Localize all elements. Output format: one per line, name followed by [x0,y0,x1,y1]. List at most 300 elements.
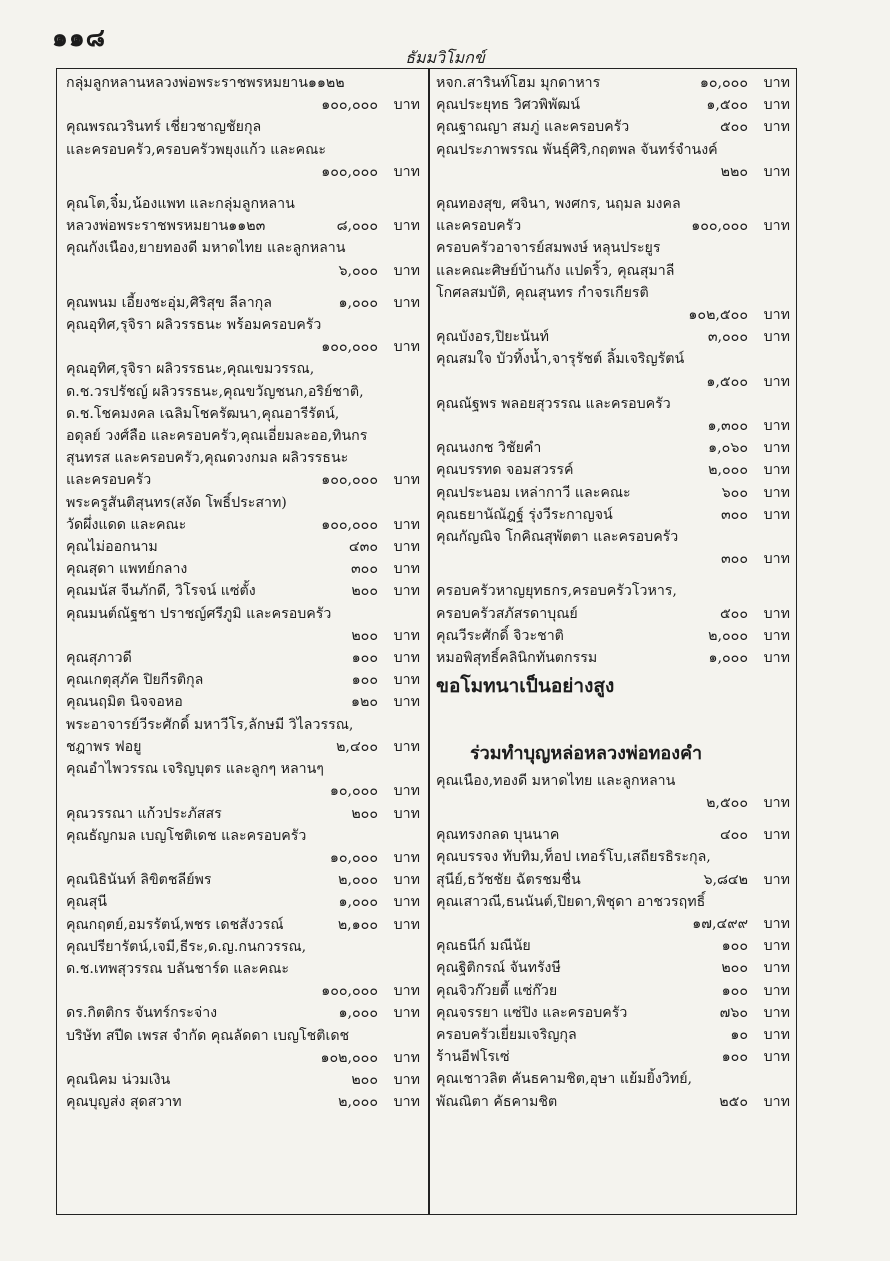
donor-name-line: คุณจิวก๊วยตี้ แซ่ก๊วย [436,982,558,999]
donor-name-line: คุณบรรทด จอมสวรรค์ [436,462,574,479]
amount-line [436,415,790,437]
currency-label: บาท [763,794,790,811]
donation-amount: ๔๓๐ [348,539,378,556]
amount-line [66,891,420,913]
donor-entry [66,803,420,825]
donation-amount: ๔๐๐ [719,827,748,844]
donor-entry [436,116,790,138]
donor-name-line: คุณมนัส จีนภักดี, วิโรจน์ แซ่ตั้ง [66,583,256,600]
currency-label: บาท [393,539,420,556]
amount-line [436,824,790,846]
donation-amount: ๓๐๐ [350,561,378,578]
donor-name-line: คุณอุทิศ,รุจิรา ผลิวรรธนะ พร้อมครอบครัว [66,317,322,334]
donor-entry [436,846,790,890]
donor-name-line: โกศลสมบัติ, คุณสุนทร กำจรเกียรติ [436,284,649,301]
donor-entry [66,358,420,491]
donor-name-line: คุณปรียารัตน์,เจมี,ธีระ,ด.ญ.กนกวรรณ, [66,938,307,955]
donor-name-line: คุณไม่ออกนาม [66,539,158,556]
amount-line [436,1002,790,1024]
gold-buddha-donors [436,770,790,1113]
donor-name-line: หมอพิสุทธิ์คลินิกทันตกรรม [436,650,598,667]
donor-name-line: พระครูสันติสุนทร(สงัด โพธิ์ประสาท) [66,494,287,511]
amount-line [66,514,420,536]
donor-entry [66,758,420,802]
amount-line [66,669,420,691]
donor-name-line: คุณนฤมิต นิจจอหอ [66,694,183,711]
amount-line [66,558,420,580]
donor-entry [436,94,790,116]
spacer [436,814,790,824]
amount-line [436,980,790,1002]
donation-amount: ๒,๕๐๐ [706,794,748,811]
donor-entry [66,536,420,558]
right-column-donors [436,72,790,669]
amount-line [436,1091,790,1113]
donation-amount: ๑๐๐ [721,938,748,955]
donor-name-line: คุณสมใจ บัวทิ้งน้ำ,จารุรัชต์ ลิ้มเจริญรัตน์ [436,351,685,368]
donor-name-line: หลวงพ่อพระราชพรหมยาน๑๑๒๓ [66,218,266,235]
donor-name-line: คุณสุภาวดี [66,650,132,667]
currency-label: บาท [393,783,420,800]
donor-entry [66,825,420,869]
donation-amount: ๑๐๐ [721,1049,748,1066]
donor-entry [436,957,790,979]
currency-label: บาท [763,960,790,977]
amount-line [66,1047,420,1069]
donor-name-line: คุณนิคม น่วมเงิน [66,1071,171,1088]
currency-label: บาท [393,218,420,235]
amount-line [436,72,790,94]
donor-name-line: คุณพนม เอี้ยงชะอุ่ม,ศิริสุข ลีลากุล [66,294,272,311]
donor-entry [436,72,790,94]
donor-name-line: คุณทองสุข, ศจินา, พงศกร, นฤมล มงคล [436,196,681,213]
donor-name-line: คุณบังอร,ปิยะนันท์ [436,329,549,346]
amount-line [66,869,420,891]
donation-amount: ๑,๕๐๐ [706,373,748,390]
donation-amount: ๒๒๐ [720,163,748,180]
currency-label: บาท [393,561,420,578]
donation-amount: ๑๐๐ [721,982,748,999]
currency-label: บาท [763,119,790,136]
amount-line [66,161,420,183]
currency-label: บาท [393,738,420,755]
donation-amount: ๓๐๐ [720,506,748,523]
running-title: ธัมมวิโมกข์ [405,48,485,67]
donor-entry [436,580,790,624]
currency-label: บาท [393,1005,420,1022]
donor-entry [436,1068,790,1112]
currency-label: บาท [393,294,420,311]
amount-line [66,580,420,602]
currency-label: บาท [763,307,790,324]
currency-label: บาท [763,650,790,667]
donation-amount: ๕๐๐ [719,119,748,136]
amount-line [66,260,420,282]
donor-entry [436,237,790,326]
currency-label: บาท [393,97,420,114]
donor-name-line: และครอบครัว,ครอบครัวพยุงแก้ว และคณะ [66,141,326,158]
donation-amount: ๑๐,๐๐๐ [329,783,378,800]
amount-line [436,1024,790,1046]
donor-entry [66,669,420,691]
amount-line [436,625,790,647]
amount-line [436,161,790,183]
donation-amount: ๘,๐๐๐ [336,218,378,235]
donor-name-line: หจก.สารินท์โฮม มุกดาหาร [436,75,601,91]
donor-name-line: พัณณิตา คัธคามชิต [436,1093,558,1110]
donor-entry [66,1069,420,1091]
donor-entry [436,647,790,669]
donation-amount: ๑,๐๖๐ [708,440,748,457]
donation-amount: ๒๐๐ [351,627,378,644]
donor-entry [66,237,420,281]
donor-name-line: คุณอุทิศ,รุจิรา ผลิวรรธนะ,คุณเขมวรรณ, [66,361,315,378]
currency-label: บาท [763,627,790,644]
amount-line [436,482,790,504]
donor-entry [66,914,420,936]
donor-entry [66,891,420,913]
amount-line [66,914,420,936]
currency-label: บาท [763,418,790,435]
donor-entry [66,936,420,1003]
donor-entry [66,1025,420,1069]
amount-line [436,1046,790,1068]
currency-label: บาท [393,472,420,489]
donation-amount: ๑๐๐,๐๐๐ [321,163,378,180]
currency-label: บาท [763,1004,790,1021]
donor-entry [436,139,790,183]
currency-label: บาท [393,516,420,533]
currency-label: บาท [393,894,420,911]
donor-entry [66,492,420,536]
donor-name-line: คุณกัญณิจ โกคิณสุพัตตา และครอบครัว [436,529,679,546]
currency-label: บาท [393,1049,420,1066]
currency-label: บาท [763,218,790,235]
amount-line [436,869,790,891]
currency-label: บาท [393,916,420,933]
donation-amount: ๑๐๐,๐๐๐ [321,516,378,533]
donation-amount: ๑,๐๐๐ [708,650,748,667]
donor-entry [436,504,790,526]
donor-entry [66,1002,420,1024]
donor-name-line: ด.ช.วรปรัชญ์ ผลิวรรธนะ,คุณขวัญชนก,อริย์ชาติ, [66,383,364,400]
amount-line [436,371,790,393]
donor-name-line: คุณอำไพวรรณ เจริญบุตร และลูกๆ หลานๆ [66,761,324,778]
donation-amount: ๒๐๐ [351,1071,378,1088]
donation-amount: ๖๐๐ [721,484,748,501]
currency-label: บาท [393,262,420,279]
donor-name-line: คุณบรรจง ทับทิม,ท็อป เทอร์โบ,เสถียรธิระกุล, [436,849,711,866]
donor-name-line: ดร.กิตติกร จันทร์กระจ่าง [66,1005,218,1022]
amount-line [436,459,790,481]
currency-label: บาท [393,650,420,667]
donation-amount: ๒๕๐ [719,1093,748,1110]
donor-entry [436,1002,790,1024]
donor-name-line: คุณจรรยา แซ่ปิง และครอบครัว [436,1004,628,1021]
amount-line [66,469,420,491]
donor-name-line: คุณเนือง,ทองดี มหาดไทย และลูกหลาน [436,772,676,789]
donation-amount: ๑๐๐,๐๐๐ [321,339,378,356]
donation-amount: ๓,๐๐๐ [707,329,748,346]
donation-amount: ๑๐๐,๐๐๐ [321,983,378,1000]
donation-amount: ๑๐,๐๐๐ [329,849,378,866]
donor-name-line: คุณวรรณา แก้วประภัสสร [66,805,222,822]
donor-name-line: ครอบครัวสภัสรดาบุณย์ [436,605,578,622]
donation-amount: ๑,๐๐๐ [338,894,378,911]
amount-line [66,1002,420,1024]
donation-amount: ๗๖๐ [719,1004,748,1021]
currency-label: บาท [763,440,790,457]
currency-label: บาท [763,163,790,180]
donor-entry [436,482,790,504]
donation-amount: ๑๒๐ [350,694,378,711]
spacer [436,570,790,580]
donation-amount: ๒๐๐ [721,960,748,977]
amount-line [436,548,790,570]
currency-label: บาท [763,75,790,91]
amount-line [66,94,420,116]
donor-name-line: คุณณัฐพร พลอยสุวรรณ และครอบครัว [436,395,671,412]
currency-label: บาท [393,1071,420,1088]
donor-name-line: คุณวีระศักดิ์ จิวะชาติ [436,627,564,644]
donation-amount: ๑,๐๐๐ [338,294,378,311]
spacer [66,183,420,193]
donor-name-line: คุณกังเนือง,ยายทองดี มหาดไทย และลูกหลาน [66,240,346,257]
donor-name-line: คุณมนต์ณัฐชา ปราชญ์ศรีภูมิ และครอบครัว [66,605,332,622]
donation-amount: ๑๗,๔๙๙ [692,915,748,932]
amount-line [66,536,420,558]
donor-entry [436,1046,790,1068]
donor-name-line: และครอบครัว [436,218,522,235]
currency-label: บาท [393,672,420,689]
amount-line [66,336,420,358]
donor-name-line: คุณธัญกมล เบญโชติเดช และครอบครัว [66,827,307,844]
donor-name-line: สุนีย์,ธวัชชัย ฉัตรชมชื่น [436,871,581,888]
donor-name-line: ครอบครัวหาญยุทธกร,ครอบครัวโวหาร, [436,583,677,600]
currency-label: บาท [393,849,420,866]
donation-amount: ๑๐๐,๐๐๐ [321,472,378,489]
donation-amount: ๕๐๐ [719,605,748,622]
donor-name-line: คุณสุนี [66,894,108,911]
amount-line [66,647,420,669]
currency-label: บาท [763,462,790,479]
amount-line [436,603,790,625]
donor-entry [436,348,790,392]
currency-label: บาท [763,938,790,955]
donor-entry [436,935,790,957]
amount-line [66,691,420,713]
donor-entry [66,314,420,358]
donor-entry [436,459,790,481]
donor-entry [436,980,790,1002]
donation-amount: ๑๐๐ [351,650,378,667]
donor-name-line: คุณประภาพรรณ พันธุ์ศิริ,กฤตพล จันทร์จำนงค์ [436,141,718,158]
currency-label: บาท [393,163,420,180]
donor-name-line: คุณประยุทธ วิศวพิพัฒน์ [436,97,580,114]
amount-line [436,116,790,138]
currency-label: บาท [763,551,790,568]
donor-entry [66,603,420,647]
donor-entry [66,691,420,713]
donation-amount: ๑๐๒,๐๐๐ [320,1049,378,1066]
currency-label: บาท [393,339,420,356]
donor-name-line: ครอบครัวอาจารย์สมพงษ์ หลุนประยูร [436,240,661,257]
currency-label: บาท [393,583,420,600]
amount-line [66,780,420,802]
donor-name-line: คุณฐิติกรณ์ จันทรังษี [436,960,561,977]
donor-name-line: คุณเสาวณี,ธนนันต์,ปิยดา,พิชุดา อาชวรฤทธิ์ [436,893,706,910]
currency-label: บาท [763,871,790,888]
donor-entry [66,714,420,758]
amount-line [436,647,790,669]
donor-entry [436,193,790,237]
amount-line [66,215,420,237]
currency-label: บาท [393,872,420,889]
donor-name-line: กลุ่มลูกหลานหลวงพ่อพระราชพรหมยาน๑๑๒๒ [66,75,345,91]
donor-entry [66,558,420,580]
donor-name-line: อดุลย์ วงศ์ลือ และครอบครัว,คุณเอี่ยมละออ,ทินกร [66,428,368,445]
donation-amount: ๒,๐๐๐ [338,1094,378,1111]
currency-label: บาท [763,1026,790,1043]
donation-amount: ๑,๐๐๐ [338,1005,378,1022]
donation-amount: ๒,๐๐๐ [708,462,748,479]
donor-name-line: คุณกฤตย์,อมรรัตน์,พชร เดชสังวรณ์ [66,916,284,933]
donor-name-line: คุณพรณวรินทร์ เชี่ยวชาญชัยกุล [66,119,262,136]
amount-line [436,913,790,935]
donor-name-line: คุณประนอม เหล่ากาวี และคณะ [436,484,631,501]
donor-entry [436,625,790,647]
currency-label: บาท [763,373,790,390]
donation-amount: ๒๐๐ [351,583,378,600]
donor-name-line: ด.ช.โชคมงคล เฉลิมโชครัฒนา,คุณอารีรัตน์, [66,405,340,422]
donation-amount: ๖,๘๔๒ [703,871,748,888]
donor-entry [436,1024,790,1046]
right-column [436,72,790,1113]
currency-label: บาท [763,1093,790,1110]
amount-line [66,847,420,869]
amount-line [66,625,420,647]
donor-name-line: คุณบุญส่ง สุดสวาท [66,1094,182,1111]
donor-name-line: คุณฐาณญา สมภู่ และครอบครัว [436,119,630,136]
donor-entry [436,326,790,348]
currency-label: บาท [763,915,790,932]
currency-label: บาท [393,694,420,711]
donation-amount: ๑๐๐,๐๐๐ [691,218,748,235]
donation-amount: ๑,๓๐๐ [707,418,748,435]
amount-line [436,304,790,326]
currency-label: บาท [763,827,790,844]
donor-entry [66,116,420,183]
amount-line [436,935,790,957]
donor-name-line: พระอาจารย์วีระศักดิ์ มหาวีโร,ลักษมี วิไลวรรณ, [66,716,354,733]
currency-label: บาท [393,983,420,1000]
donor-entry [66,580,420,602]
donor-name-line: วัดผึ่งแดด และคณะ [66,516,187,533]
donor-name-line: บริษัท สปีด เพรส จำกัด คุณลัดดา เบญโชติเดช [66,1027,350,1044]
donor-name-line: และครอบครัว [66,472,152,489]
donor-entry [66,193,420,237]
left-column [66,72,420,1113]
thanks-heading: ขอโมทนาเป็นอย่างสูง [436,675,615,698]
donor-name-line: คุณโต,จิ๋ม,น้องแพท และกลุ่มลูกหลาน [66,196,295,213]
donor-entry [66,869,420,891]
currency-label: บาท [763,329,790,346]
currency-label: บาท [763,484,790,501]
currency-label: บาท [763,605,790,622]
donor-name-line: คุณเชาวลิต คันธคามชิต,อุษา แย้มยิ้งวิทย์, [436,1071,693,1088]
donor-name-line: คุณนิธินันท์ ลิขิตชลีย์พร [66,872,212,889]
amount-line [436,504,790,526]
donation-amount: ๑๐๐,๐๐๐ [321,97,378,114]
donation-amount: ๒,๐๐๐ [708,627,748,644]
amount-line [66,1069,420,1091]
donor-name-line: ร้านอีฟโรเซ่ [436,1049,510,1066]
amount-line [66,292,420,314]
donation-amount: ๑,๕๐๐ [706,97,748,114]
donor-entry [436,770,790,814]
donor-name-line: คุณเกตุสุภัค ปิยกีรติกุล [66,672,204,689]
donor-name-line: และคณะศิษย์บ้านกัง แปดริ้ว, คุณสุมาลี [436,262,675,279]
donor-name-line: สุนทรส และครอบครัว,คุณดวงกมล ผลิวรรธนะ [66,450,349,467]
currency-label: บาท [393,805,420,822]
donor-entry [66,72,420,116]
donation-amount: ๑๐,๐๐๐ [699,75,748,91]
amount-line [436,437,790,459]
currency-label: บาท [763,506,790,523]
amount-line [66,736,420,758]
amount-line [436,215,790,237]
amount-line [436,94,790,116]
donor-name-line: คุณนงกช วิชัยคำ [436,440,542,457]
donor-entry [436,824,790,846]
donation-amount: ๑๐ [730,1026,748,1043]
currency-label: บาท [763,982,790,999]
donor-entry [436,393,790,437]
donor-entry [436,891,790,935]
currency-label: บาท [393,627,420,644]
donor-name-line: ด.ช.เทพสุวรรณ บลันชาร์ด และคณะ [66,960,290,977]
amount-line [66,980,420,1002]
donor-entry [436,526,790,570]
donor-name-line: ครอบครัวเยี่ยมเจริญกุล [436,1026,577,1043]
amount-line [66,1091,420,1113]
page-number: ๑๑๘ [52,23,107,52]
donation-amount: ๑๐๒,๕๐๐ [688,307,748,324]
donation-amount: ๒,๑๐๐ [337,916,378,933]
spacer [436,183,790,193]
column-divider [428,68,430,1215]
donor-name-line: คุณธยานัณัฎฐ์ รุ่งวีระกาญจน์ [436,506,613,523]
donation-amount: ๑๐๐ [351,672,378,689]
donor-entry [66,1091,420,1113]
donor-entry [436,437,790,459]
currency-label: บาท [763,1049,790,1066]
amount-line [436,326,790,348]
currency-label: บาท [763,97,790,114]
donor-entry [66,292,420,314]
donor-name-line: คุณธนีก์ มณีนัย [436,938,531,955]
donor-entry [66,647,420,669]
donation-amount: ๒๐๐ [351,805,378,822]
donation-amount: ๖,๐๐๐ [338,262,378,279]
amount-line [436,792,790,814]
donor-name-line: คุณสุดา แพทย์กลาง [66,561,188,578]
donation-amount: ๒,๐๐๐ [338,872,378,889]
donation-amount: ๓๐๐ [720,551,748,568]
amount-line [66,803,420,825]
amount-line [436,957,790,979]
donor-name-line: ชฎาพร ฟอยู [66,738,142,755]
